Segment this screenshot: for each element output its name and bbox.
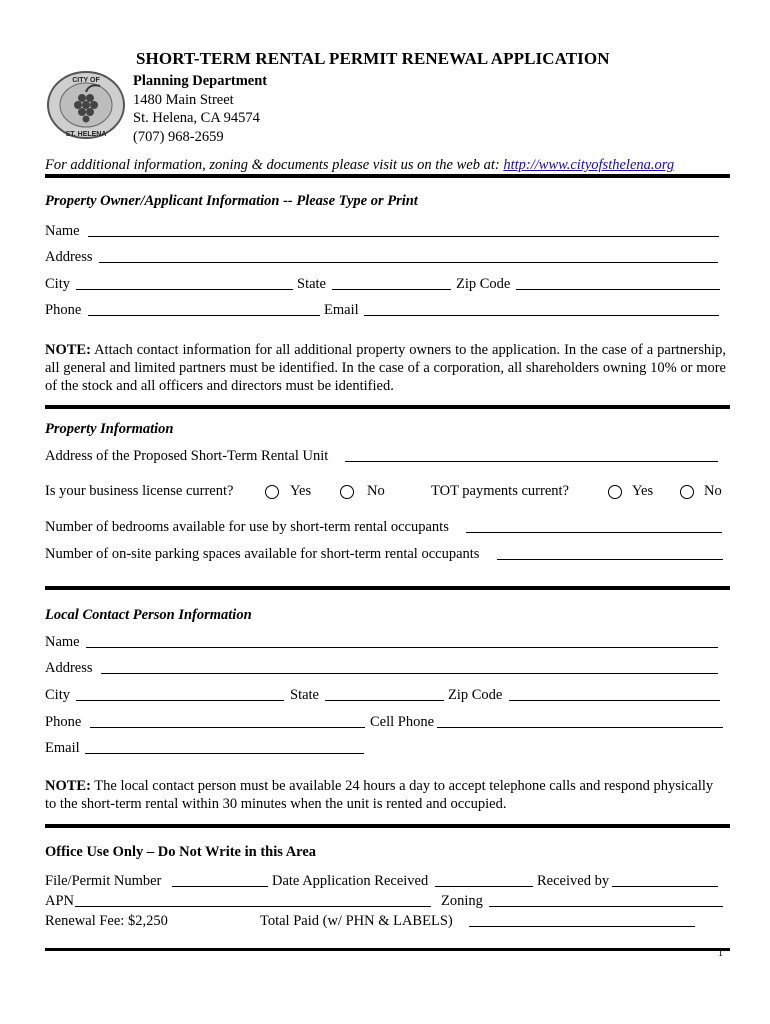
- business-license-question: Is your business license current?: [45, 483, 234, 499]
- zoning-field[interactable]: [489, 906, 723, 907]
- received-by-field[interactable]: [612, 886, 718, 887]
- owner-zip-field[interactable]: [516, 289, 720, 290]
- owner-phone-field[interactable]: [88, 315, 320, 316]
- tot-no-radio[interactable]: [680, 485, 694, 499]
- apn-field[interactable]: [75, 906, 431, 907]
- total-paid-field[interactable]: [469, 926, 695, 927]
- owner-state-field[interactable]: [332, 289, 451, 290]
- apn-label: APN: [45, 893, 75, 909]
- tot-question: TOT payments current?: [431, 483, 569, 499]
- property-section-heading: Property Information: [45, 421, 174, 437]
- website-note: [45, 157, 674, 174]
- page-number: 1: [718, 948, 723, 959]
- owner-city-field[interactable]: [76, 289, 293, 290]
- section-divider: [45, 405, 730, 409]
- local-city-field[interactable]: [76, 700, 284, 701]
- local-note: [45, 777, 726, 813]
- owner-zip-label: Zip Code: [456, 276, 511, 292]
- local-name-field[interactable]: [86, 647, 718, 648]
- date-received-label: Date Application Received: [272, 873, 429, 889]
- local-state-field[interactable]: [325, 700, 444, 701]
- owner-note: [45, 341, 726, 395]
- zoning-label: Zoning: [441, 893, 483, 909]
- file-permit-label: File/Permit Number: [45, 873, 162, 889]
- date-received-field[interactable]: [435, 886, 533, 887]
- street-address: 1480 Main Street: [133, 91, 234, 108]
- local-cell-label: Cell Phone: [370, 714, 435, 730]
- svg-text:CITY OF: CITY OF: [72, 77, 100, 84]
- owner-note-text: Attach contact information for all additional property owners to the application. In the case of a partnership, all general and limited partners must be identified. In the case of a corporation, all shareholders owning 10% or more of the stock and all officers and directors must be identified.: [45, 342, 726, 394]
- website-prefix: For additional information, zoning & documents please visit us on the web at:: [45, 157, 504, 173]
- tot-no-label: No: [704, 483, 722, 499]
- owner-note-label: NOTE:: [45, 342, 91, 358]
- owner-section-heading: Property Owner/Applicant Information -- Please Type or Print: [45, 193, 418, 209]
- rental-address-label: Address of the Proposed Short-Term Rental Unit: [45, 448, 329, 464]
- office-use-heading: Office Use Only – Do Not Write in this Area: [45, 844, 317, 860]
- owner-email-field[interactable]: [364, 315, 719, 316]
- local-phone-label: Phone: [45, 714, 82, 730]
- bedrooms-field[interactable]: [466, 532, 722, 533]
- department-phone: (707) 968-2659: [133, 128, 224, 145]
- renewal-fee-label: Renewal Fee: $2,250: [45, 913, 168, 929]
- owner-name-field[interactable]: [88, 236, 719, 237]
- department-name: Planning Department: [133, 73, 268, 89]
- local-contact-heading: Local Contact Person Information: [45, 607, 252, 623]
- owner-name-label: Name: [45, 223, 80, 239]
- section-divider: [45, 586, 730, 590]
- tot-yes-radio[interactable]: [608, 485, 622, 499]
- tot-yes-label: Yes: [632, 483, 654, 499]
- local-name-label: Name: [45, 634, 80, 650]
- owner-city-label: City: [45, 276, 70, 292]
- form-title: SHORT-TERM RENTAL PERMIT RENEWAL APPLICATION: [136, 49, 610, 68]
- section-divider: [45, 824, 730, 828]
- owner-state-label: State: [297, 276, 326, 292]
- license-yes-label: Yes: [290, 483, 312, 499]
- parking-field[interactable]: [497, 559, 723, 560]
- local-email-label: Email: [45, 740, 80, 756]
- local-note-text: The local contact person must be available 24 hours a day to accept telephone calls and respond physically to the short-term rental within 30 minutes when the unit is rented and occupied.: [45, 778, 714, 812]
- local-zip-label: Zip Code: [448, 687, 503, 703]
- city-seal-logo: [44, 70, 128, 140]
- owner-phone-label: Phone: [45, 302, 82, 318]
- section-divider: [45, 174, 730, 178]
- owner-address-field[interactable]: [99, 262, 718, 263]
- rental-address-field[interactable]: [345, 461, 718, 462]
- local-note-label: NOTE:: [45, 778, 91, 794]
- section-divider: [45, 948, 730, 951]
- local-address-field[interactable]: [101, 673, 718, 674]
- website-link[interactable]: http://www.cityofsthelena.org: [503, 157, 675, 173]
- bedrooms-label: Number of bedrooms available for use by short-term rental occupants: [45, 519, 449, 535]
- local-cell-field[interactable]: [437, 727, 723, 728]
- local-email-field[interactable]: [85, 753, 364, 754]
- city-state-zip: St. Helena, CA 94574: [133, 110, 260, 126]
- license-no-radio[interactable]: [340, 485, 354, 499]
- svg-text:ST. HELENA: ST. HELENA: [65, 131, 107, 138]
- owner-email-label: Email: [324, 302, 359, 318]
- total-paid-label: Total Paid (w/ PHN & LABELS): [260, 913, 453, 929]
- department-address: [133, 72, 267, 146]
- local-phone-field[interactable]: [90, 727, 365, 728]
- local-address-label: Address: [45, 660, 93, 676]
- local-zip-field[interactable]: [509, 700, 720, 701]
- parking-label: Number of on-site parking spaces available for short-term rental occupants: [45, 546, 480, 562]
- file-permit-field[interactable]: [172, 886, 268, 887]
- local-city-label: City: [45, 687, 70, 703]
- license-no-label: No: [367, 483, 385, 499]
- received-by-label: Received by: [537, 873, 610, 889]
- owner-address-label: Address: [45, 249, 93, 265]
- local-state-label: State: [290, 687, 319, 703]
- license-yes-radio[interactable]: [265, 485, 279, 499]
